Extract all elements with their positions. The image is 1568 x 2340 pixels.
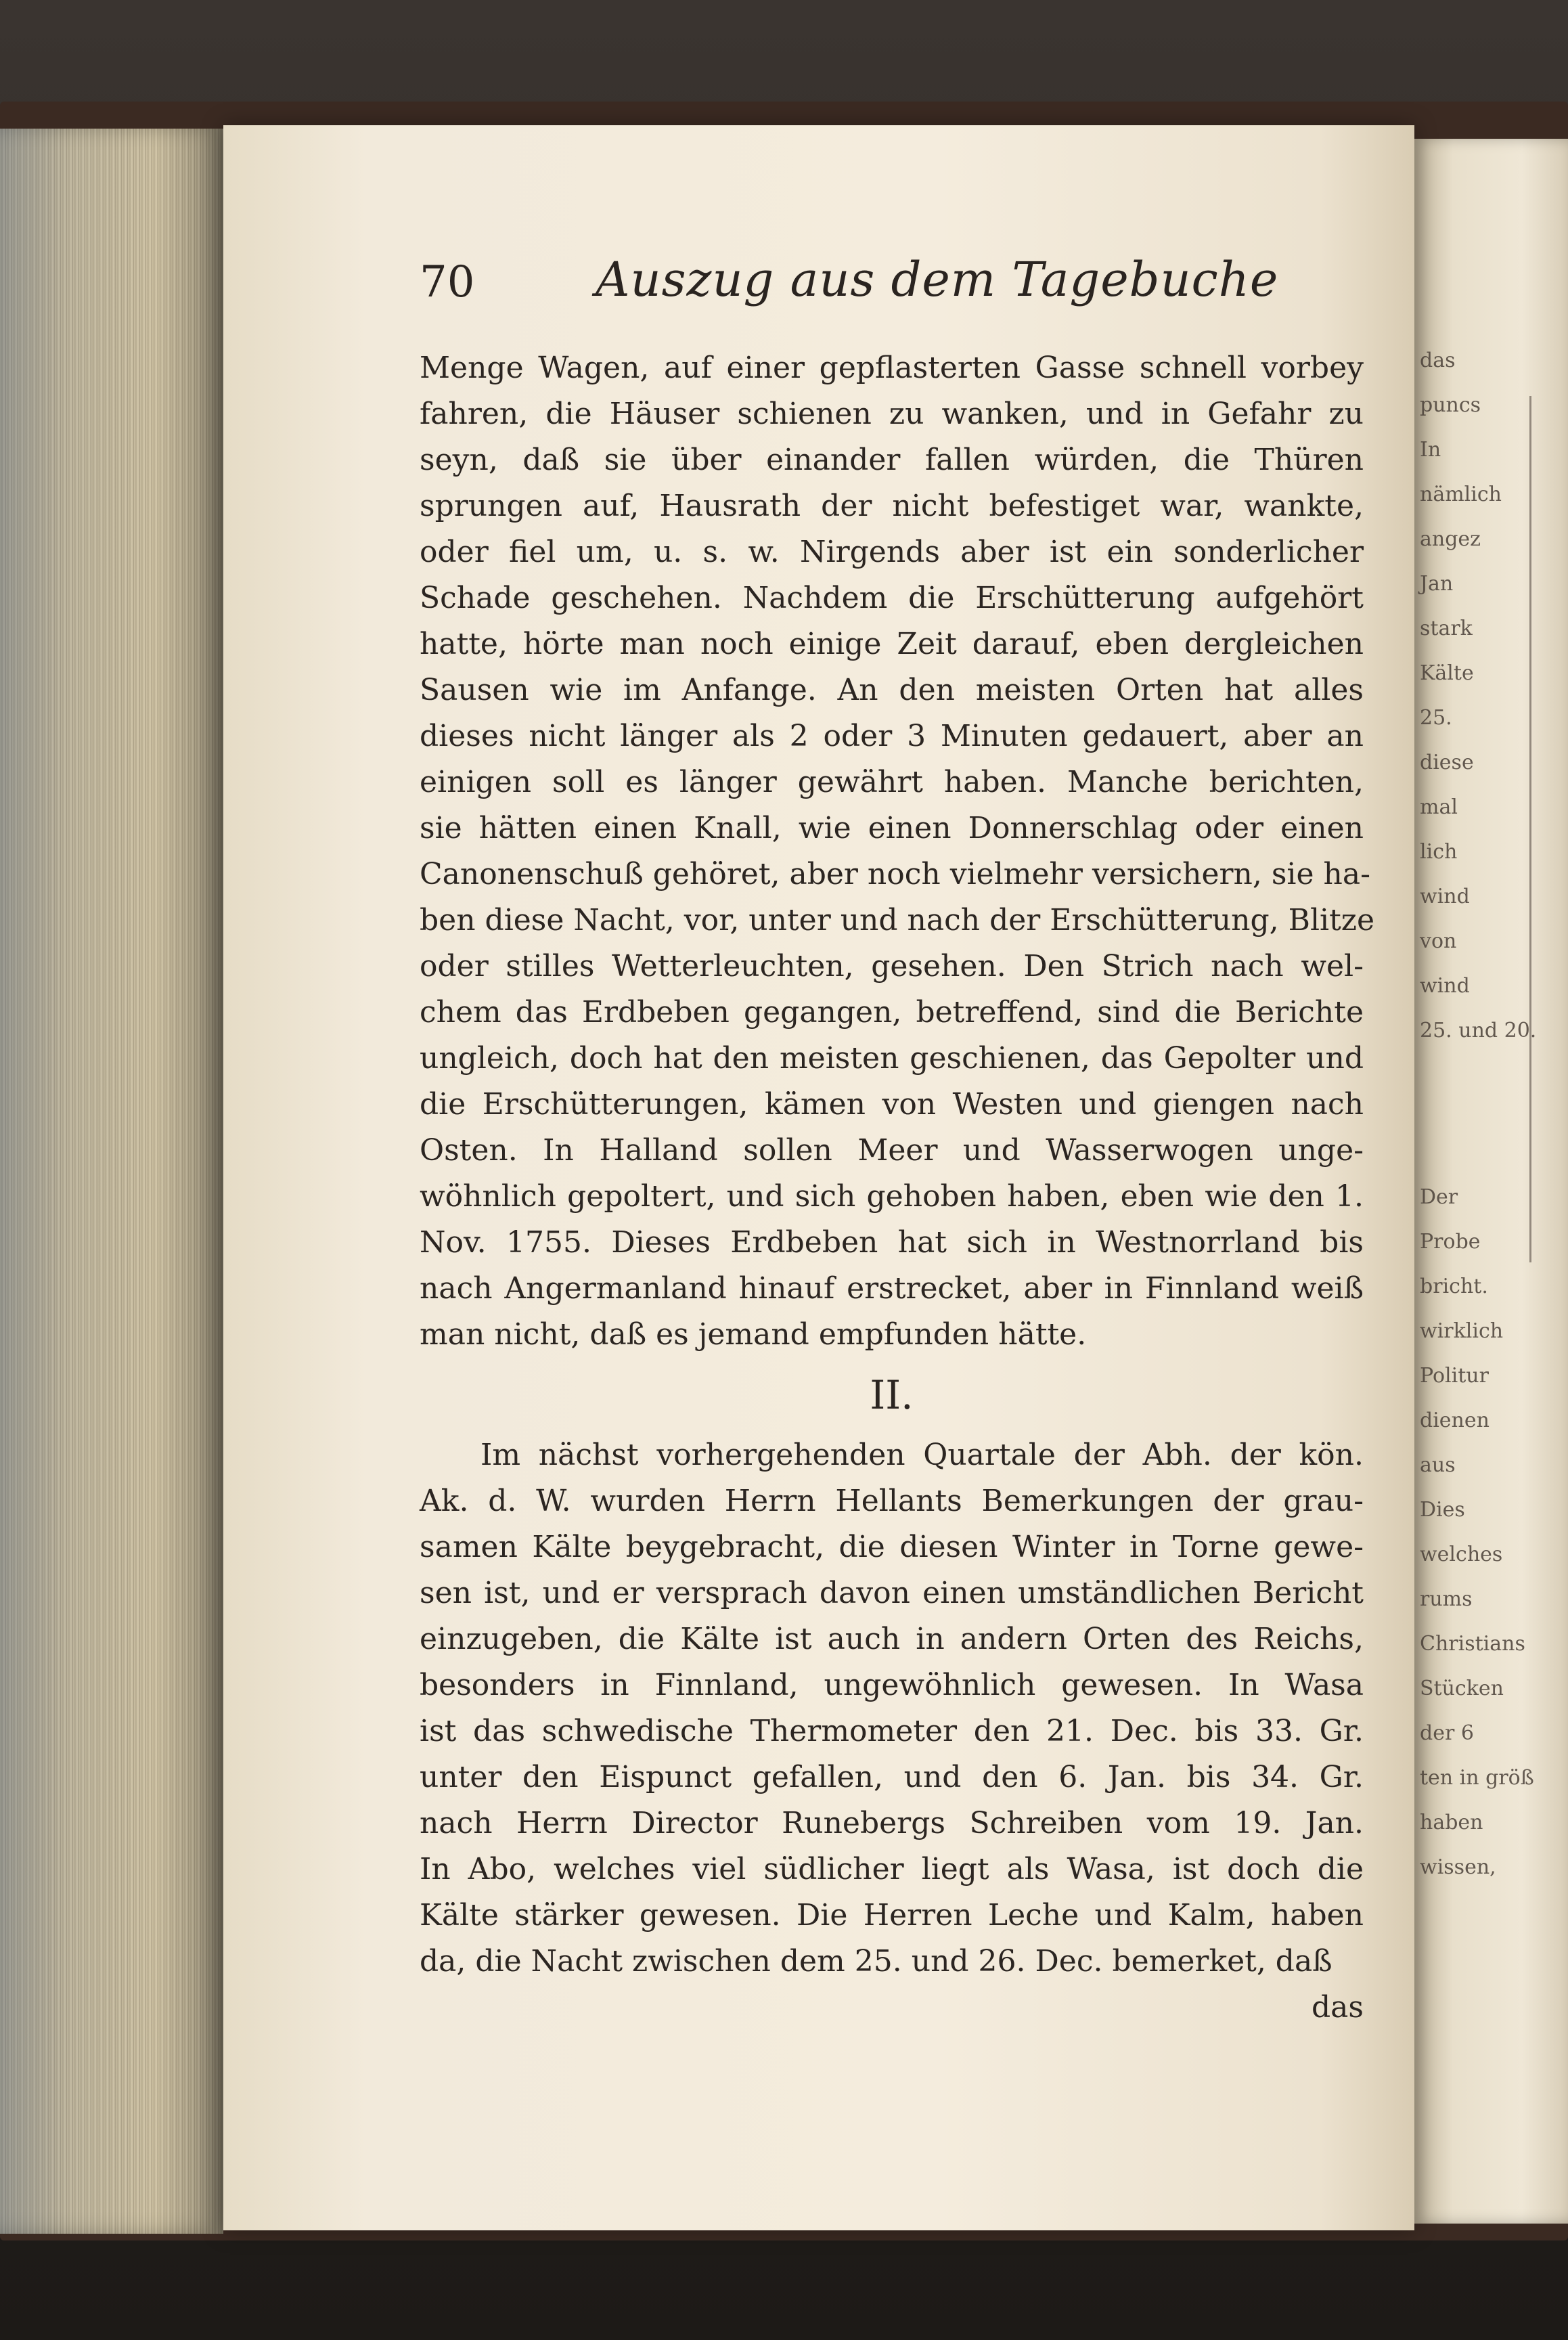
- adjacent-page-fragment: diese: [1420, 751, 1474, 774]
- adjacent-page-fragment: haben: [1420, 1811, 1483, 1834]
- text-line: wöhnlich gepoltert, und sich gehoben haben, eben wie den 1.: [420, 1179, 1364, 1214]
- text-line: einigen soll es länger gewährt haben. Manche berichten,: [420, 765, 1364, 799]
- text-line: Ak. d. W. wurden Herrn Hellants Bemerkungen der grau-: [420, 1484, 1364, 1518]
- text-line: da, die Nacht zwischen dem 25. und 26. Dec. bemerket, daß: [420, 1944, 1332, 1979]
- adjacent-page-fragment: stark: [1420, 617, 1473, 640]
- text-line: sprungen auf, Hausrath der nicht befestiget war, wankte,: [420, 489, 1364, 523]
- text-line: ben diese Nacht, vor, unter und nach der Erschütterung, Blitze: [420, 903, 1374, 937]
- text-line: Osten. In Halland sollen Meer und Wasserwogen unge-: [420, 1133, 1364, 1168]
- adjacent-page-fragment: dienen: [1420, 1409, 1489, 1432]
- text-line: oder fiel um, u. s. w. Nirgends aber ist ein sonderlicher: [420, 535, 1364, 569]
- text-line: die Erschütterungen, kämen von Westen und giengen nach: [420, 1087, 1364, 1122]
- text-line: Canonenschuß gehöret, aber noch vielmehr versichern, sie ha-: [420, 857, 1370, 891]
- adjacent-page-fragment: Kälte: [1420, 661, 1474, 685]
- adjacent-page-fragment: Probe: [1420, 1230, 1481, 1254]
- adjacent-page-fragment: puncs: [1420, 393, 1481, 417]
- adjacent-page-fragment: das: [1420, 349, 1456, 372]
- catchword: das: [1312, 1990, 1364, 2025]
- text-line: ist das schwedische Thermometer den 21. Dec. bis 33. Gr.: [420, 1714, 1364, 1748]
- text-line: Schade geschehen. Nachdem die Erschütterung aufgehört: [420, 581, 1364, 615]
- adjacent-page-fragment: Christians: [1420, 1632, 1525, 1656]
- text-line: besonders in Finnland, ungewöhnlich gewesen. In Wasa: [420, 1668, 1364, 1702]
- text-line: Kälte stärker gewesen. Die Herren Leche und Kalm, haben: [420, 1898, 1364, 1933]
- text-line: chem das Erdbeben gegangen, betreffend, sind die Berichte: [420, 995, 1364, 1030]
- adjacent-page-fragment: von: [1420, 929, 1457, 953]
- adjacent-page-fragment: wind: [1420, 974, 1470, 998]
- text-line: ungleich, doch hat den meisten geschienen, das Gepolter und: [420, 1041, 1364, 1076]
- adjacent-page: [1414, 139, 1568, 2224]
- text-line: dieses nicht länger als 2 oder 3 Minuten gedauert, aber an: [420, 719, 1364, 753]
- text-line: seyn, daß sie über einander fallen würden, die Thüren: [420, 443, 1364, 477]
- adjacent-page-fragment: Stücken: [1420, 1677, 1504, 1700]
- running-title: Auszug aus dem Tagebuche: [596, 252, 1279, 307]
- text-line: Menge Wagen, auf einer gepflasterten Gasse schnell vorbey: [420, 351, 1364, 385]
- text-line: hatte, hörte man noch einige Zeit darauf, eben dergleichen: [420, 627, 1364, 661]
- adjacent-page-fragment: wind: [1420, 885, 1470, 908]
- text-line: unter den Eispunct gefallen, und den 6. Jan. bis 34. Gr.: [420, 1760, 1364, 1794]
- text-line: sie hätten einen Knall, wie einen Donnerschlag oder einen: [420, 811, 1364, 845]
- paragraph-1: [420, 345, 1374, 1358]
- text-line: einzugeben, die Kälte ist auch in andern Orten des Reichs,: [420, 1622, 1364, 1656]
- section-heading: II.: [870, 1372, 914, 1418]
- page-body: [420, 345, 1374, 2031]
- adjacent-page-fragment: ten in größ: [1420, 1766, 1534, 1790]
- page-header: [420, 252, 1367, 318]
- adjacent-page-rule: [1529, 396, 1531, 1262]
- adjacent-page-fragment: Politur: [1420, 1364, 1489, 1388]
- text-line: In Abo, welches viel südlicher liegt als Wasa, ist doch die: [420, 1852, 1364, 1886]
- adjacent-page-fragment: 25. und 20.: [1420, 1019, 1537, 1042]
- text-line: samen Kälte beygebracht, die diesen Winter in Torne gewe-: [420, 1530, 1364, 1564]
- adjacent-page-fragment: bricht.: [1420, 1275, 1488, 1298]
- page-stack-fore-edge: [0, 129, 223, 2234]
- adjacent-page-fragment: 25.: [1420, 706, 1452, 730]
- text-line: fahren, die Häuser schienen zu wanken, und in Gefahr zu: [420, 397, 1364, 431]
- text-line: Nov. 1755. Dieses Erdbeben hat sich in Westnorrland bis: [420, 1225, 1364, 1260]
- text-line: nach Angermanland hinauf erstrecket, aber in Finnland weiß: [420, 1271, 1364, 1306]
- text-line: Sausen wie im Anfange. An den meisten Orten hat alles: [420, 673, 1364, 707]
- text-line: man nicht, daß es jemand empfunden hätte.: [420, 1317, 1087, 1352]
- text-line: oder stilles Wetterleuchten, gesehen. Den Strich nach wel-: [420, 949, 1364, 984]
- adjacent-page-fragment: mal: [1420, 795, 1458, 819]
- adjacent-page-fragment: wirklich: [1420, 1319, 1504, 1343]
- adjacent-page-fragment: Dies: [1420, 1498, 1465, 1522]
- page-number: 70: [420, 257, 475, 307]
- adjacent-page-fragment: wissen,: [1420, 1855, 1496, 1879]
- adjacent-page-fragment: welches: [1420, 1543, 1503, 1566]
- text-line: nach Herrn Director Runebergs Schreiben vom 19. Jan.: [420, 1806, 1364, 1840]
- adjacent-page-fragment: lich: [1420, 840, 1458, 864]
- paragraph-2: [420, 1432, 1364, 1985]
- adjacent-page-fragment: Jan: [1420, 572, 1454, 596]
- adjacent-page-fragment: der 6: [1420, 1721, 1474, 1745]
- adjacent-page-fragment: nämlich: [1420, 483, 1502, 506]
- adjacent-page-fragment: rums: [1420, 1587, 1473, 1611]
- adjacent-page-fragment: Der: [1420, 1185, 1458, 1209]
- adjacent-page-fragment: In: [1420, 438, 1441, 462]
- text-line: Im nächst vorhergehenden Quartale der Abh. der kön.: [480, 1438, 1364, 1472]
- text-line: sen ist, und er versprach davon einen umständlichen Bericht: [420, 1576, 1364, 1610]
- adjacent-page-fragment: angez: [1420, 527, 1481, 551]
- adjacent-page-fragment: aus: [1420, 1453, 1456, 1477]
